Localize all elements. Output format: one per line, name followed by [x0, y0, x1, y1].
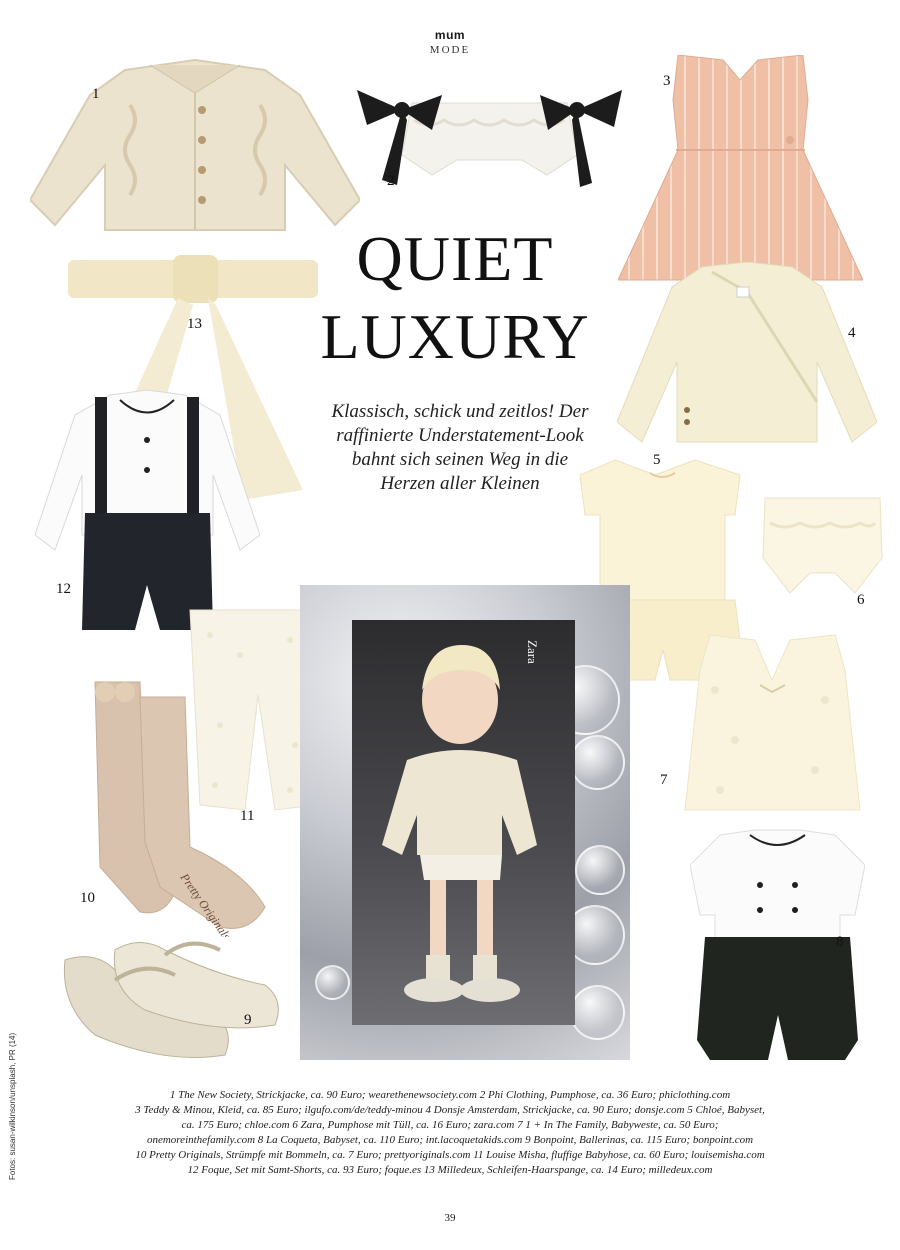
- item-number-6: 6: [857, 592, 865, 608]
- section-label: MODE: [429, 44, 471, 56]
- caption-line: 1 The New Society, Strickjacke, ca. 90 Euro; wearethenewsociety.com 2 Phi Clothing, Pumphose, ca. 36 Euro; phiclothing.com: [169, 1089, 731, 1101]
- headline-line-1: QUIET: [356, 223, 554, 294]
- item-number-12: 12: [56, 581, 71, 597]
- magazine-brand: mum: [434, 28, 466, 42]
- page-number: 39: [444, 1212, 456, 1224]
- bubble-decoration: [315, 965, 350, 1000]
- tulle-bloomers-image: [760, 488, 885, 598]
- ballerina-shoes-image: [55, 935, 285, 1065]
- child-photo: [352, 620, 575, 1025]
- intro-text: Klassisch, schick und zeitlos! Der raffinierte Understatement-Look bahnt sich seinen Weg in die Herzen aller Kleinen: [331, 401, 589, 494]
- item-number-8: 8: [836, 934, 844, 950]
- wrap-cardigan-image: [617, 262, 877, 447]
- item-number-10: 10: [80, 890, 95, 906]
- striped-dress-image: [618, 55, 863, 290]
- item-number-11: 11: [240, 808, 255, 824]
- product-captions: [40, 1088, 860, 1178]
- photo-credit: Zara: [525, 640, 540, 664]
- bubble-decoration: [575, 845, 625, 895]
- caption-line: ca. 175 Euro; chloe.com 6 Zara, Pumphose mit Tüll, ca. 16 Euro; zara.com 7 1 + In The Family, Babyweste, ca. 50 Euro;: [181, 1119, 719, 1131]
- item-number-9: 9: [244, 1012, 252, 1028]
- knee-socks-image: [85, 672, 275, 937]
- caption-line: 10 Pretty Originals, Strümpfe mit Bommeln, ca. 7 Euro; prettyoriginals.com 11 Louise Misha, fluffige Babyhose, ca. 60 Euro; louisemisha.com: [135, 1149, 765, 1161]
- caption-line: 3 Teddy & Minou, Kleid, ca. 85 Euro; ilgufo.com/de/teddy-minou 4 Donsje Amsterdam, Strickjacke, ca. 90 Euro; donsje.com 5 Chloé, Babyset,: [135, 1104, 765, 1116]
- caption-line: 12 Foque, Set mit Samt-Shorts, ca. 93 Euro; foque.es 13 Milledeux, Schleifen-Haarspange, ca. 14 Euro; milledeux.com: [187, 1164, 713, 1176]
- item-number-2: 2: [387, 173, 395, 189]
- item-number-1: 1: [92, 86, 100, 102]
- item-number-3: 3: [663, 73, 671, 89]
- item-number-13: 13: [187, 316, 202, 332]
- sock-brand-label: Pretty Originals: [177, 870, 234, 937]
- photo-credits: Fotos: susan-wilkinson/unsplash, PR (14): [8, 1032, 17, 1180]
- item-number-4: 4: [848, 325, 856, 341]
- caption-line: onemoreinthefamily.com 8 La Coqueta, Babyset, ca. 110 Euro; int.lacoquetakids.com 9 Bonpoint, Ballerinas, ca. 115 Euro; bonpoint.com: [146, 1134, 754, 1146]
- cardigan-image: [30, 55, 360, 235]
- item-number-7: 7: [660, 772, 668, 788]
- bubble-decoration: [570, 985, 625, 1040]
- item-number-5: 5: [653, 452, 661, 468]
- headline-line-2: LUXURY: [320, 301, 590, 372]
- fluffy-vest-image: [675, 630, 870, 815]
- bubble-decoration: [570, 735, 625, 790]
